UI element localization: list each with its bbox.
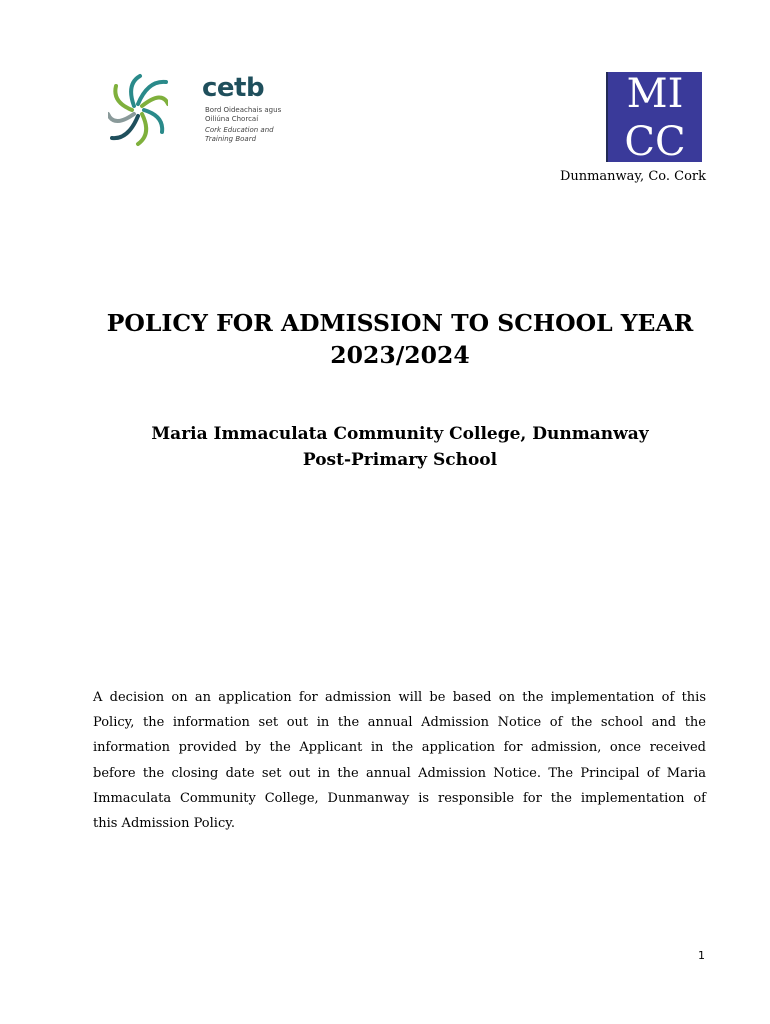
micc-logo-bottom-letters: CC [624,122,686,162]
title-line: 2023/2024 [330,341,470,369]
cetb-english-name [205,126,295,143]
cetb-wordmark: cetb [202,73,265,103]
cetb-english-line: Cork Education and [205,126,274,134]
paragraph-line: Immaculata Community College, Dunmanway is responsible for the implementation of [93,790,706,806]
cetb-logo [108,72,288,150]
micc-logo [606,72,702,162]
paragraph-line: before the closing date set out in the annual Admission Notice. The Principal of Maria [93,765,706,781]
title-line: POLICY FOR ADMISSION TO SCHOOL YEAR [106,309,694,337]
cetb-irish-line: Oiliúna Chorcaí [205,114,259,123]
document-subtitle [60,421,740,473]
subtitle-line: Post-Primary School [302,450,498,470]
paragraph-line: information provided by the Applicant in the application for admission, once received [93,740,706,756]
paragraph-line: Policy, the information set out in the annual Admission Notice of the school and the [93,715,706,731]
page-number: 1 [698,949,705,962]
paragraph-line: A decision on an application for admission will be based on the implementation of this [93,690,706,705]
document-title [60,307,740,371]
micc-logo-top-letters: MI [626,71,684,117]
cetb-irish-line: Bord Oideachais agus [205,106,282,114]
school-location: Dunmanway, Co. Cork [559,169,706,184]
policy-paragraph [93,685,706,836]
paragraph-line: this Admission Policy. [93,816,235,832]
subtitle-line: Maria Immaculata Community College, Dunmanway [151,424,649,444]
cetb-english-line: Training Board [205,134,257,143]
cetb-swirl-icon [108,72,168,148]
cetb-irish-name [205,106,295,123]
